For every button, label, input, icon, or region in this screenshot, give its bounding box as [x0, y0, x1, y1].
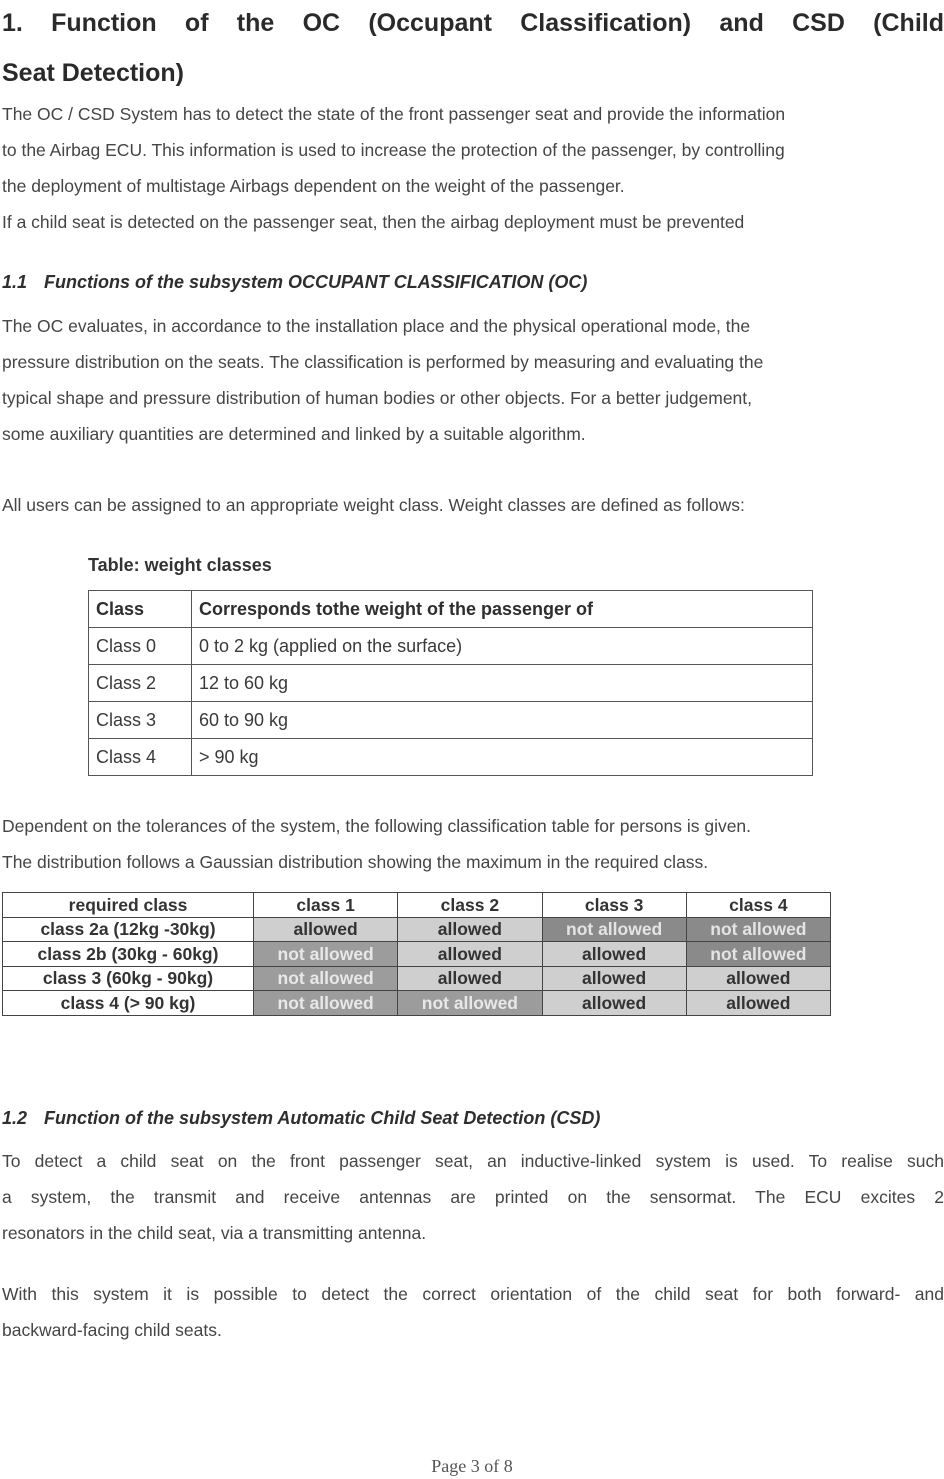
table-header-row: [89, 591, 813, 628]
title-line-1: 1. Function of the OC (Occupant Classification) and CSD (Child: [2, 9, 944, 37]
header-cell: required class: [3, 893, 254, 918]
status-cell: allowed: [542, 966, 686, 991]
section-title: Functions of the subsystem OCCUPANT CLASSIFICATION (OC): [44, 272, 588, 292]
weight-cell: 0 to 2 kg (applied on the surface): [192, 628, 813, 665]
distribution-line: Dependent on the tolerances of the system, the following classification table for persons is given.: [2, 816, 752, 836]
csd-line: a system, the transmit and receive antennas are printed on the sensormat. The ECU excites 2: [2, 1187, 944, 1207]
section-1-2-heading: [2, 1108, 600, 1129]
weight-intro-paragraph: All users can be assigned to an appropriate weight class. Weight classes are defined as follows:: [2, 495, 745, 515]
intro-line: If a child seat is detected on the passenger seat, then the airbag deployment must be prevented: [2, 212, 745, 232]
distribution-paragraph: [2, 808, 932, 880]
class-cell: Class 3: [89, 702, 192, 739]
status-cell: allowed: [398, 966, 542, 991]
header-cell: Class: [89, 591, 192, 628]
table-row: [3, 942, 831, 967]
status-cell: not allowed: [686, 942, 830, 967]
required-class-cell: class 2b (30kg - 60kg): [3, 942, 254, 967]
intro-paragraph: [2, 96, 932, 240]
distribution-line: The distribution follows a Gaussian distribution showing the maximum in the required class.: [2, 852, 709, 872]
section-1-1-heading: [2, 272, 587, 293]
csd-line: resonators in the child seat, via a transmitting antenna.: [2, 1223, 427, 1243]
weight-cell: 60 to 90 kg: [192, 702, 813, 739]
class-cell: Class 4: [89, 739, 192, 776]
section-number: 1.2: [2, 1108, 28, 1128]
header-cell: class 2: [398, 893, 542, 918]
status-cell: allowed: [686, 991, 830, 1016]
status-cell: not allowed: [254, 991, 398, 1016]
weight-cell: > 90 kg: [192, 739, 813, 776]
table-row: [3, 991, 831, 1016]
table-row: [3, 966, 831, 991]
csd-line: To detect a child seat on the front passenger seat, an inductive-linked system is used. To realise such: [2, 1151, 944, 1171]
intro-line: The OC / CSD System has to detect the state of the front passenger seat and provide the information: [2, 104, 786, 124]
weight-cell: 12 to 60 kg: [192, 665, 813, 702]
intro-line: to the Airbag ECU. This information is used to increase the protection of the passenger, by controlling: [2, 140, 785, 160]
status-cell: not allowed: [254, 966, 398, 991]
required-class-cell: class 3 (60kg - 90kg): [3, 966, 254, 991]
table-caption: Table: weight classes: [88, 555, 272, 575]
class-cell: Class 0: [89, 628, 192, 665]
class-cell: Class 2: [89, 665, 192, 702]
header-cell: class 3: [542, 893, 686, 918]
oc-paragraph: [2, 308, 932, 452]
table-row: [89, 702, 813, 739]
status-cell: not allowed: [686, 917, 830, 942]
header-cell: class 4: [686, 893, 830, 918]
status-cell: allowed: [542, 991, 686, 1016]
intro-line: the deployment of multistage Airbags dependent on the weight of the passenger.: [2, 176, 625, 196]
oc-line: some auxiliary quantities are determined and linked by a suitable algorithm.: [2, 424, 586, 444]
section-title: Function of the subsystem Automatic Child Seat Detection (CSD): [44, 1108, 601, 1128]
status-cell: allowed: [542, 942, 686, 967]
table-row: [89, 628, 813, 665]
table-row: [89, 739, 813, 776]
table-header-row: [3, 893, 831, 918]
orientation-line: backward-facing child seats.: [2, 1320, 222, 1340]
required-class-cell: class 4 (> 90 kg): [3, 991, 254, 1016]
status-cell: allowed: [398, 917, 542, 942]
weight-classes-table: [88, 590, 813, 776]
page-title: [2, 0, 944, 98]
csd-paragraph: [2, 1143, 944, 1251]
page-number: Page 3 of 8: [431, 1456, 513, 1476]
oc-line: typical shape and pressure distribution of human bodies or other objects. For a better judgement,: [2, 388, 753, 408]
header-cell: Corresponds tothe weight of the passenger of: [192, 591, 813, 628]
table-row: [89, 665, 813, 702]
classification-table: [2, 892, 831, 1016]
header-cell: class 1: [254, 893, 398, 918]
oc-line: The OC evaluates, in accordance to the installation place and the physical operational mode, the: [2, 316, 751, 336]
orientation-line: With this system it is possible to detect the correct orientation of the child seat for both forward- and: [2, 1284, 944, 1304]
required-class-cell: class 2a (12kg -30kg): [3, 917, 254, 942]
oc-line: pressure distribution on the seats. The classification is performed by measuring and evaluating the: [2, 352, 764, 372]
status-cell: allowed: [254, 917, 398, 942]
table-row: [3, 917, 831, 942]
orientation-paragraph: [2, 1276, 944, 1348]
title-line-2: Seat Detection): [2, 59, 184, 87]
status-cell: not allowed: [542, 917, 686, 942]
status-cell: not allowed: [398, 991, 542, 1016]
section-number: 1.1: [2, 272, 28, 292]
status-cell: not allowed: [254, 942, 398, 967]
status-cell: allowed: [686, 966, 830, 991]
status-cell: allowed: [398, 942, 542, 967]
